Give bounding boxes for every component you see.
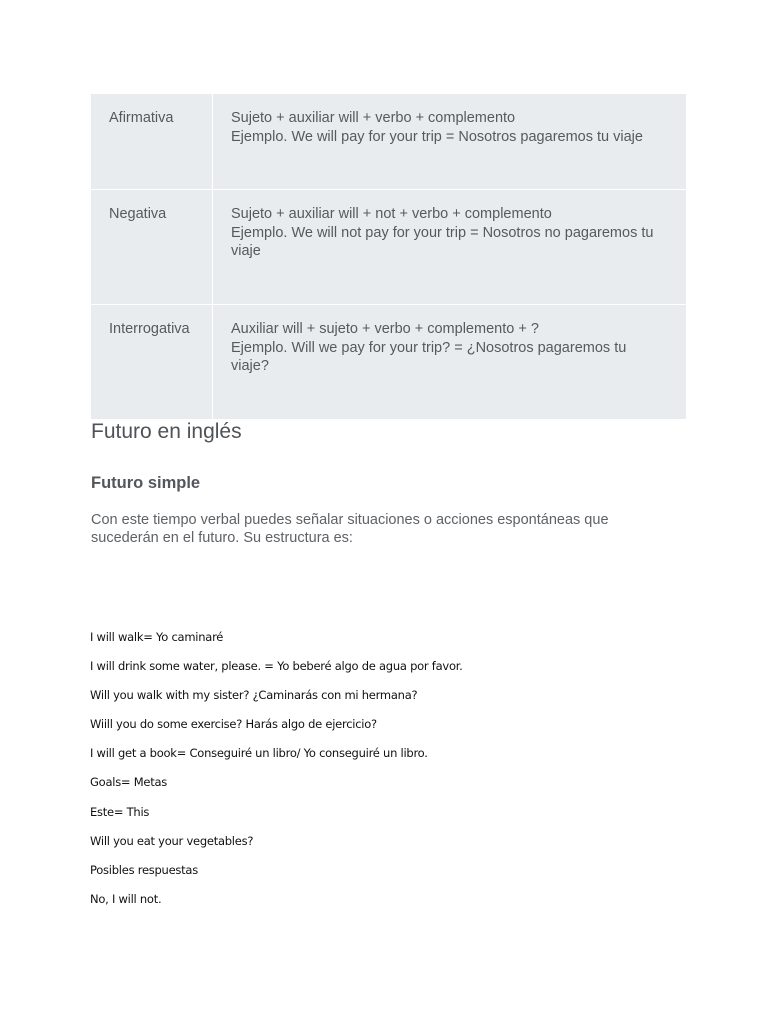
table-row-affirmative — [91, 94, 686, 190]
example-sentence: Posibles respuestas — [90, 862, 198, 877]
structure-example: Ejemplo. Will we pay for your trip? = ¿Nosotros pagaremos tu viaje? — [231, 339, 627, 374]
table-row-interrogative — [91, 305, 686, 420]
table-row-negative — [91, 190, 686, 305]
subsection-title: Futuro simple — [91, 474, 201, 492]
example-sentences-list — [90, 629, 463, 920]
example-sentence: Goals= Metas — [90, 775, 168, 790]
sentence-type-cell: Interrogativa — [91, 305, 213, 420]
structure-example: Ejemplo. We will pay for your trip = Nosotros pagaremos tu viaje — [231, 128, 643, 145]
example-sentence: I will walk= Yo caminaré — [90, 630, 224, 644]
structure-formula: Sujeto + auxiliar will + verbo + complemento — [231, 110, 516, 126]
structure-example: Ejemplo. We will not pay for your trip = Nosotros no pagaremos tu viaje — [231, 224, 654, 259]
structure-formula: Auxiliar will + sujeto + verbo + complemento + ? — [231, 321, 539, 337]
section-title: Futuro en inglés — [91, 420, 242, 443]
sentence-type-cell: Negativa — [91, 190, 213, 305]
example-sentence: No, I will not. — [90, 891, 162, 906]
example-sentence: Will you eat your vegetables? — [90, 833, 254, 848]
example-sentence: I will get a book= Conseguiré un libro/ Yo conseguiré un libro. — [90, 746, 428, 761]
example-sentence: Wiill you do some exercise? Harás algo de ejercicio? — [90, 717, 377, 732]
example-sentence: Will you walk with my sister? ¿Caminarás con mi hermana? — [90, 688, 418, 703]
structure-formula: Sujeto + auxiliar will + not + verbo + complemento — [231, 206, 552, 222]
future-structure-table — [91, 94, 686, 419]
sentence-type-cell: Afirmativa — [91, 94, 213, 190]
example-sentence: I will drink some water, please. = Yo beberé algo de agua por favor. — [90, 659, 463, 674]
structure-cell — [213, 94, 687, 190]
example-sentence: Este= This — [90, 804, 150, 819]
structure-cell — [213, 305, 687, 420]
structure-cell — [213, 190, 687, 305]
intro-paragraph: Con este tiempo verbal puedes señalar situaciones o acciones espontáneas que sucederán en el futuro. Su estructura es: — [91, 512, 609, 546]
